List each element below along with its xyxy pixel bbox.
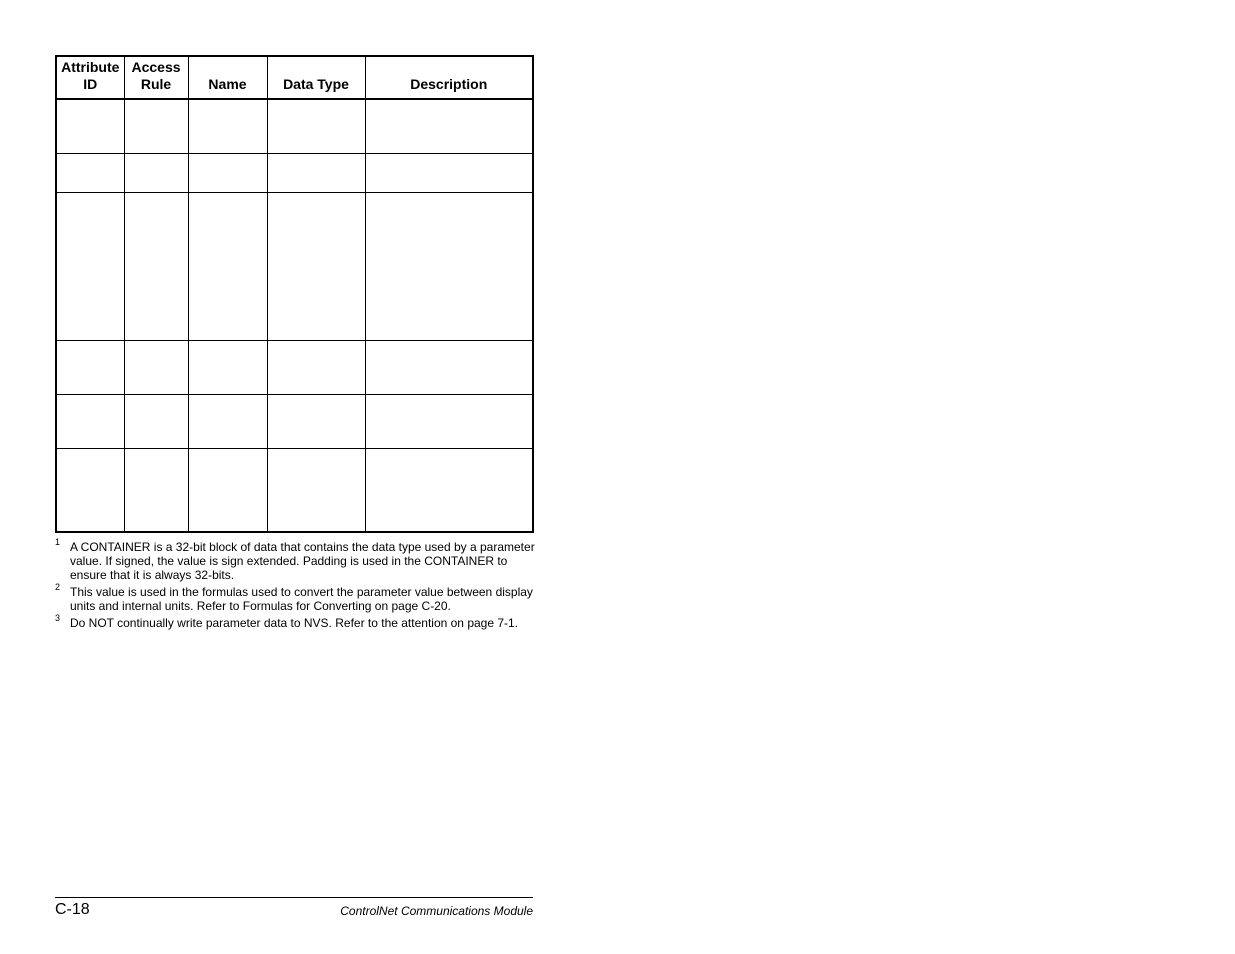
table-cell: [56, 192, 124, 340]
attribute-table: [55, 55, 534, 533]
table-cell: [124, 99, 188, 153]
footnote-text: This value is used in the formulas used to convert the parameter value between display units and internal units. Refer to Formulas for Converting on page C-20.: [70, 585, 533, 613]
header-attribute-id: Attribute ID: [56, 56, 124, 99]
table-cell: [188, 340, 267, 394]
table-cell: [188, 448, 267, 532]
table-row: [56, 394, 533, 448]
page-number: C-18: [55, 901, 90, 918]
table-row: [56, 99, 533, 153]
table-cell: [124, 153, 188, 192]
table-header-row: [56, 56, 533, 99]
table-cell: [365, 99, 533, 153]
footnotes: [55, 537, 545, 633]
footer-divider: [55, 897, 533, 898]
table-cell: [56, 394, 124, 448]
table-row: [56, 448, 533, 532]
table-row: [56, 192, 533, 340]
table-cell: [124, 394, 188, 448]
footnote-mark: 1: [55, 537, 61, 547]
footnote: [55, 613, 545, 630]
footnote-mark: 3: [55, 613, 61, 623]
table-cell: [56, 448, 124, 532]
table-cell: [365, 394, 533, 448]
header-description: Description: [365, 56, 533, 99]
table-cell: [267, 448, 365, 532]
table-cell: [56, 99, 124, 153]
table-cell: [267, 340, 365, 394]
header-data-type: Data Type: [267, 56, 365, 99]
table-cell: [56, 153, 124, 192]
document-title: ControlNet Communications Module: [340, 904, 533, 918]
table-cell: [124, 340, 188, 394]
table-cell: [188, 99, 267, 153]
table-cell: [267, 394, 365, 448]
header-name: Name: [188, 56, 267, 99]
footnote: [55, 537, 545, 582]
table-cell: [188, 153, 267, 192]
table-cell: [365, 153, 533, 192]
table-cell: [188, 394, 267, 448]
footnote: [55, 582, 545, 613]
footnote-text: A CONTAINER is a 32-bit block of data that contains the data type used by a parameter value. If signed, the value is sign extended. Padding is used in the CONTAINER to ensure that it is always 32-bits.: [70, 540, 535, 582]
table-cell: [267, 99, 365, 153]
footnote-text: Do NOT continually write parameter data to NVS. Refer to the attention on page 7-1.: [70, 616, 519, 630]
table-cell: [365, 448, 533, 532]
table-row: [56, 340, 533, 394]
table-cell: [267, 153, 365, 192]
header-access-rule: Access Rule: [124, 56, 188, 99]
table-cell: [365, 340, 533, 394]
table-cell: [124, 448, 188, 532]
table-cell: [56, 340, 124, 394]
footnote-mark: 2: [55, 582, 61, 592]
table-cell: [124, 192, 188, 340]
table-cell: [267, 192, 365, 340]
table-row: [56, 153, 533, 192]
table-cell: [365, 192, 533, 340]
table-cell: [188, 192, 267, 340]
